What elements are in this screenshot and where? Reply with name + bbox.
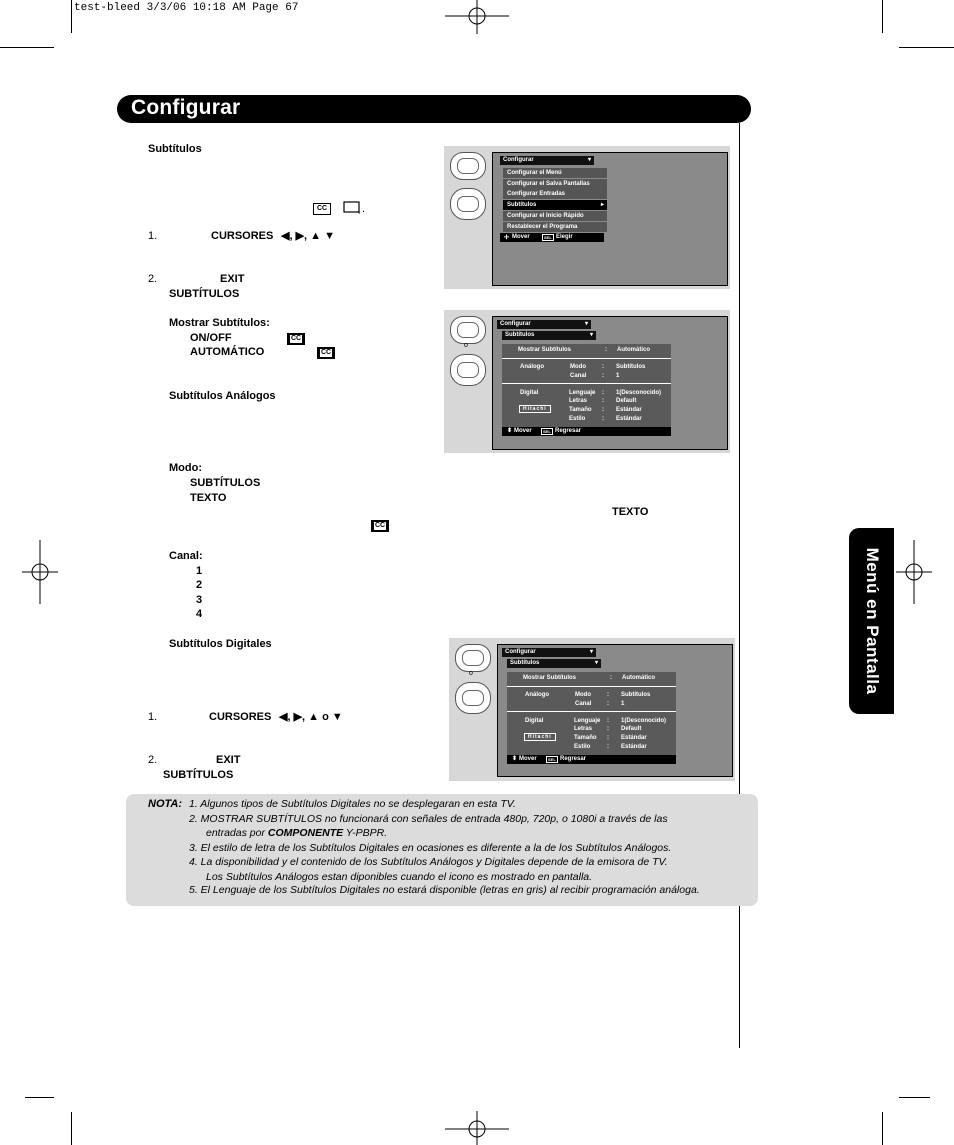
note-line: 2. MOSTRAR SUBTÍTULOS no funcionará con señales de entrada 480p, 720p, o 1080i a través de las (189, 813, 668, 825)
menu-item[interactable]: Configurar el Inicio Rápido (503, 211, 607, 221)
menu-footer: ⬍ Mover SEL Regresar (502, 427, 671, 436)
title-banner (117, 95, 751, 123)
or-text: o (469, 670, 473, 677)
step-sub-label: SUBTÍTULOS (163, 769, 234, 781)
canal-item: 4 (196, 608, 203, 620)
remote-button-icon (455, 644, 491, 672)
section-label: Mostrar Subtítulos: (169, 317, 270, 329)
subtitulos-heading: Subtítulos (148, 143, 202, 155)
print-slug: test-bleed 3/3/06 10:18 AM Page 67 (74, 2, 299, 14)
registration-mark-icon (445, 1111, 509, 1145)
registration-mark-icon (22, 540, 58, 604)
section-tab-label: Menú en Pantalla (862, 547, 882, 695)
hitachi-logo: Hitachi (519, 405, 551, 413)
note-line: entradas por COMPONENTE Y-PBPR. (206, 827, 388, 839)
canal-item: 1 (196, 565, 203, 577)
remote-cursor-icon (455, 682, 491, 714)
step-number: 1. (148, 711, 158, 723)
canal-item: 2 (196, 579, 203, 591)
remote-cursor-icon (450, 188, 486, 220)
period-text: . (362, 203, 366, 215)
crop-mark (71, 0, 72, 33)
page-title: Configurar (131, 96, 241, 119)
cursor-symbols: ◀, ▶, ▲ ▼ (281, 230, 335, 242)
remote-button-icon (450, 152, 486, 180)
illustration-panel (449, 638, 735, 781)
section-label: Subtítulos Análogos (169, 390, 276, 402)
chevron-down-icon: ▾ (587, 157, 591, 163)
submenu-header: Subtítulos ▾ (507, 659, 601, 668)
menu-item[interactable]: Configurar el Menú (503, 168, 607, 178)
menu-item[interactable]: Restablecer el Programa (503, 222, 607, 232)
cc-icon: CC (317, 347, 335, 359)
chevron-right-icon: ▸ (600, 202, 604, 208)
cc-icon: CC (371, 520, 389, 532)
section-label: Canal: (169, 550, 203, 562)
section-label: Subtítulos Digitales (169, 638, 272, 650)
registration-mark-icon (896, 540, 932, 604)
updown-arrows-icon: ⬍ (507, 428, 513, 434)
settings-grid: Mostrar Subtítulos : Automático Análogo Modo : Subtítulos Canal : 1 Digital Lenguaje : 1(Desconocido) Letras : Default Hitachi Tamaño : Estándar Estilo : Estándar (507, 672, 676, 755)
note-line: 1. Algunos tipos de Subtítulos Digitales no se desplegaran en esta TV. (189, 798, 516, 810)
note-box (126, 794, 758, 906)
option-label: AUTOMÁTICO (190, 346, 265, 358)
menu-footer: ⬍ Mover SEL Regresar (507, 755, 676, 764)
note-line: Los Subtítulos Análogos estan diponibles cuando el icono es mostrado en pantalla. (206, 871, 593, 883)
crop-mark (899, 1097, 930, 1098)
chevron-down-icon: ▾ (589, 332, 593, 338)
caption-bubble-icon (343, 201, 366, 215)
vertical-rule (739, 123, 740, 1048)
crop-mark (0, 47, 54, 48)
step-number: 2. (148, 273, 158, 285)
step-label: CURSORES (211, 230, 274, 242)
move-arrows-icon: ✢ (504, 235, 510, 241)
section-tab (849, 528, 894, 714)
crop-mark (25, 1097, 54, 1098)
note-line: 5. El Lenguaje de los Subtítulos Digitales no estará disponible (letras en gris) al recibir programación análoga. (189, 884, 700, 896)
tv-screen (497, 644, 733, 777)
note-line: 4. La disponibilidad y el contenido de los Subtítulos Análogos y Digitales depende de la emisora de TV. (189, 856, 668, 868)
step-label: EXIT (220, 273, 245, 285)
chevron-down-icon: ▾ (584, 321, 588, 327)
step-number: 1. (148, 230, 158, 242)
option-label: ON/OFF (190, 332, 232, 344)
menu-header: Configurar ▾ (497, 320, 591, 329)
crop-mark (899, 47, 954, 48)
crop-mark (882, 0, 883, 33)
menu-item[interactable]: Configurar el Salva Pantallas (503, 179, 607, 189)
chevron-down-icon: ▾ (589, 649, 593, 655)
canal-item: 3 (196, 594, 203, 606)
settings-grid: Mostrar Subtítulos : Automático Análogo Modo : Subtítulos Canal : 1 Digital Lenguaje : 1(Desconocido) Letras : Default Hitachi Tamaño : Estándar Estilo : Estándar (502, 344, 671, 427)
option-label: SUBTÍTULOS (190, 477, 261, 489)
option-label: TEXTO (612, 506, 649, 518)
tv-screen (492, 316, 728, 450)
chevron-down-icon: ▾ (594, 660, 598, 666)
illustration-panel (444, 146, 730, 289)
note-label: NOTA: (148, 798, 183, 810)
crop-mark (71, 1112, 72, 1145)
menu-header: Configurar ▾ (502, 648, 596, 657)
note-line: 3. El estilo de letra de los Subtítulos Digitales en ocasiones es diferente a la de los Subtítulos Análogos. (189, 842, 672, 854)
menu-item-selected[interactable]: Subtítulos ▸ (503, 200, 607, 210)
menu-footer: ✢ Mover SEL Elegir (500, 233, 604, 242)
menu-header: Configurar ▾ (500, 156, 594, 165)
hitachi-logo: Hitachi (524, 733, 556, 741)
section-label: Modo: (169, 462, 202, 474)
menu-item[interactable]: Configurar Entradas (503, 189, 607, 199)
step-label: EXIT (216, 754, 241, 766)
updown-arrows-icon: ⬍ (512, 756, 518, 762)
cc-icon: CC (313, 203, 331, 215)
step-sub-label: SUBTÍTULOS (169, 288, 240, 300)
submenu-header: Subtítulos ▾ (502, 331, 596, 340)
remote-button-icon (450, 316, 486, 344)
cc-icon: CC (287, 333, 305, 345)
crop-mark (882, 1112, 883, 1145)
or-text: o (464, 342, 468, 349)
step-number: 2. (148, 754, 158, 766)
cursor-symbols: ◀, ▶, ▲ o ▼ (279, 711, 343, 723)
tv-screen (492, 152, 728, 286)
illustration-panel (444, 310, 730, 453)
registration-mark-icon (445, 0, 509, 34)
remote-cursor-icon (450, 354, 486, 386)
option-label: TEXTO (190, 492, 227, 504)
step-label: CURSORES (209, 711, 272, 723)
